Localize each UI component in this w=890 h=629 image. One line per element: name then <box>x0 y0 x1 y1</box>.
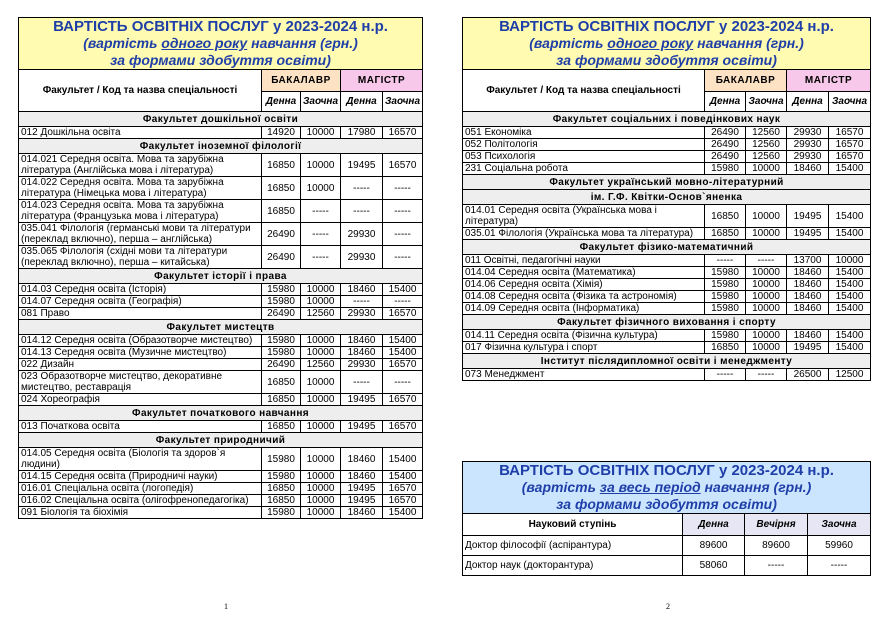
right-form-extra: Заочна <box>746 92 787 112</box>
specialty-cell: 014.04 Середня освіта (Математика) <box>463 267 705 279</box>
faculty-header: Факультет фізико-математичний <box>463 240 871 255</box>
fee-cell: 10000 <box>829 255 871 267</box>
fee-cell: 13700 <box>787 255 829 267</box>
faculty-header: Факультет природничий <box>19 433 423 448</box>
table-row <box>463 228 871 240</box>
table-row <box>463 536 871 556</box>
fee-cell: ----- <box>705 255 746 267</box>
fee-cell: 16570 <box>383 394 423 406</box>
specialty-cell: 014.11 Середня освіта (Фізична культура) <box>463 330 705 342</box>
fee-cell: 89600 <box>683 536 745 556</box>
fee-cell: 15400 <box>829 291 871 303</box>
fee-cell: 16570 <box>383 495 423 507</box>
fee-cell: 10000 <box>746 303 787 315</box>
fee-cell: 10000 <box>301 371 341 394</box>
phd-form-evening: Вечірня <box>745 514 808 536</box>
fee-cell: ----- <box>746 369 787 381</box>
fee-cell: 10000 <box>301 127 341 139</box>
fee-cell: 15400 <box>383 507 423 519</box>
faculty-header: Факультет український мовно-літературний <box>463 175 871 190</box>
phd-title-line2: (вартість за весь період навчання (грн.) <box>521 479 812 495</box>
left-form-day: Денна <box>341 92 383 112</box>
specialty-cell: 014.07 Середня освіта (Географія) <box>19 296 262 308</box>
fee-cell: 16850 <box>262 371 301 394</box>
left-title <box>19 18 423 70</box>
fee-cell: 15400 <box>829 303 871 315</box>
specialty-cell: 014.12 Середня освіта (Образотворче мистецтво) <box>19 335 262 347</box>
fee-cell: 29930 <box>341 223 383 246</box>
fee-cell: 16570 <box>383 421 423 433</box>
fee-cell: 18460 <box>787 267 829 279</box>
fee-cell: 15400 <box>829 163 871 175</box>
fee-cell: 15980 <box>262 448 301 471</box>
faculty-header: Факультет дошкільної освіти <box>19 112 423 127</box>
fee-cell: 29930 <box>787 127 829 139</box>
table-row <box>463 303 871 315</box>
specialty-cell: 016.02 Спеціальна освіта (олігофренопедагогіка) <box>19 495 262 507</box>
specialty-cell: 091 Біологія та біохімія <box>19 507 262 519</box>
left-form-extra: Заочна <box>383 92 423 112</box>
right-form-day: Денна <box>787 92 829 112</box>
fee-cell: 15400 <box>383 284 423 296</box>
fee-cell: ----- <box>301 200 341 223</box>
table-row <box>19 127 423 139</box>
fee-cell: 18460 <box>787 279 829 291</box>
fee-cell: 15400 <box>829 267 871 279</box>
fee-cell: 26500 <box>787 369 829 381</box>
fee-cell: 10000 <box>746 228 787 240</box>
fee-cell: 15980 <box>262 335 301 347</box>
fee-cell: 16570 <box>383 483 423 495</box>
fee-cell: 16850 <box>705 228 746 240</box>
specialty-cell: 013 Початкова освіта <box>19 421 262 433</box>
fee-cell: 16850 <box>705 342 746 354</box>
right-col-header: Факультет / Код та назва спеціальності <box>463 70 705 112</box>
fee-cell: 26490 <box>705 151 746 163</box>
fee-cell: ----- <box>746 255 787 267</box>
fee-cell: 10000 <box>746 163 787 175</box>
table-row <box>463 205 871 228</box>
fee-cell: 15980 <box>705 267 746 279</box>
fee-cell: 12560 <box>746 127 787 139</box>
table-row <box>463 369 871 381</box>
fee-cell: ----- <box>745 556 808 576</box>
fee-cell: 15400 <box>829 228 871 240</box>
table-row <box>463 255 871 267</box>
fee-cell: 10000 <box>301 448 341 471</box>
left-col-header: Факультет / Код та назва спеціальності <box>19 70 262 112</box>
table-row <box>19 421 423 433</box>
fee-cell: 18460 <box>341 284 383 296</box>
table-row <box>19 177 423 200</box>
fee-cell: 15980 <box>705 330 746 342</box>
right-page-number: 2 <box>666 602 670 611</box>
fee-cell: 15400 <box>829 279 871 291</box>
fee-cell: ----- <box>383 200 423 223</box>
fee-cell: ----- <box>383 177 423 200</box>
fee-cell: 19495 <box>341 495 383 507</box>
faculty-header: Факультет іноземної філології <box>19 139 423 154</box>
fee-cell: 12560 <box>746 139 787 151</box>
fee-cell: ----- <box>383 246 423 269</box>
table-row <box>463 556 871 576</box>
fee-cell: 10000 <box>301 296 341 308</box>
fee-cell: 16570 <box>829 139 871 151</box>
faculty-header-line2: ім. Г.Ф. Квітки-Основ`яненка <box>463 190 871 205</box>
specialty-cell: 016.01 Спеціальна освіта (логопедія) <box>19 483 262 495</box>
fee-cell: 10000 <box>746 267 787 279</box>
fee-cell: 16850 <box>705 205 746 228</box>
specialty-cell: 014.03 Середня освіта (Історія) <box>19 284 262 296</box>
fee-cell: 29930 <box>787 139 829 151</box>
table-row <box>19 471 423 483</box>
right-title <box>463 18 871 70</box>
fee-cell: 16570 <box>829 127 871 139</box>
fee-cell: 16850 <box>262 154 301 177</box>
specialty-cell: 052 Політологія <box>463 139 705 151</box>
fee-cell: 12560 <box>301 359 341 371</box>
fee-cell: 12500 <box>829 369 871 381</box>
fee-cell: 17980 <box>341 127 383 139</box>
specialty-cell: 023 Образотворче мистецтво, декоративне мистецтво, реставрація <box>19 371 262 394</box>
specialty-cell: 017 Фізична культура і спорт <box>463 342 705 354</box>
table-row <box>19 284 423 296</box>
fee-cell: 18460 <box>341 507 383 519</box>
left-page <box>18 17 423 611</box>
fee-cell: 10000 <box>301 421 341 433</box>
fee-cell: 16850 <box>262 394 301 406</box>
specialty-cell: 051 Економіка <box>463 127 705 139</box>
table-row <box>19 200 423 223</box>
fee-cell: ----- <box>383 223 423 246</box>
table-row <box>19 507 423 519</box>
specialty-cell: 014.06 Середня освіта (Хімія) <box>463 279 705 291</box>
fee-cell: 15980 <box>262 347 301 359</box>
table-row <box>19 371 423 394</box>
phd-title-line1: ВАРТІСТЬ ОСВІТНІХ ПОСЛУГ у 2023-2024 н.р. <box>499 462 834 479</box>
fee-cell: 10000 <box>301 483 341 495</box>
fee-cell: 89600 <box>745 536 808 556</box>
table-row <box>19 347 423 359</box>
fee-cell: 29930 <box>341 308 383 320</box>
table-row <box>463 163 871 175</box>
fee-cell: 19495 <box>341 154 383 177</box>
specialty-cell: 081 Право <box>19 308 262 320</box>
fee-cell: 15400 <box>829 342 871 354</box>
table-row <box>463 151 871 163</box>
right-form-extra: Заочна <box>829 92 871 112</box>
degree-cell: Доктор наук (докторантура) <box>463 556 683 576</box>
fee-cell: 19495 <box>787 342 829 354</box>
fee-cell: ----- <box>301 223 341 246</box>
left-form-day: Денна <box>262 92 301 112</box>
fee-cell: 18460 <box>787 163 829 175</box>
fee-cell: 15980 <box>262 296 301 308</box>
fee-cell: 16850 <box>262 200 301 223</box>
fee-cell: 16850 <box>262 495 301 507</box>
fee-cell: 12560 <box>301 308 341 320</box>
fee-cell: 16570 <box>383 359 423 371</box>
phd-title <box>463 462 871 514</box>
specialty-cell: 014.023 Середня освіта. Мова та зарубіжна література (Французька мова і література) <box>19 200 262 223</box>
phd-degree-header: Науковий ступінь <box>463 514 683 536</box>
left-bachelor-header: БАКАЛАВР <box>262 70 341 92</box>
fee-cell: 18460 <box>341 335 383 347</box>
fee-cell: ----- <box>341 371 383 394</box>
fee-cell: 12560 <box>746 151 787 163</box>
fee-cell: 10000 <box>301 284 341 296</box>
fee-cell: 10000 <box>301 495 341 507</box>
left-fee-table <box>18 17 423 519</box>
left-title-line3: за формами здобуття освіти) <box>110 52 331 68</box>
fee-cell: 15980 <box>705 291 746 303</box>
fee-cell: 15400 <box>383 471 423 483</box>
left-form-extra: Заочна <box>301 92 341 112</box>
specialty-cell: 035.01 Філологія (Українська мова та література) <box>463 228 705 240</box>
fee-cell: 15980 <box>262 284 301 296</box>
fee-cell: 18460 <box>787 303 829 315</box>
fee-cell: 19495 <box>341 483 383 495</box>
left-title-line1: ВАРТІСТЬ ОСВІТНІХ ПОСЛУГ у 2023-2024 н.р. <box>53 18 388 35</box>
left-page-number: 1 <box>224 602 228 611</box>
fee-cell: 15400 <box>383 335 423 347</box>
fee-cell: 10000 <box>301 471 341 483</box>
fee-cell: ----- <box>341 177 383 200</box>
fee-cell: 26490 <box>262 308 301 320</box>
fee-cell: ----- <box>341 200 383 223</box>
fee-cell: 16570 <box>383 154 423 177</box>
fee-cell: ----- <box>383 296 423 308</box>
phd-title-line3: за формами здобуття освіти) <box>556 496 777 512</box>
specialty-cell: 014.022 Середня освіта. Мова та зарубіжна література (Німецька мова і література) <box>19 177 262 200</box>
fee-cell: ----- <box>341 296 383 308</box>
fee-cell: 59960 <box>808 536 871 556</box>
fee-cell: 10000 <box>301 335 341 347</box>
specialty-cell: 014.01 Середня освіта (Українська мова і література) <box>463 205 705 228</box>
faculty-header: Інститут післядипломної освіти і менеджменту <box>463 354 871 369</box>
fee-cell: 10000 <box>301 347 341 359</box>
fee-cell: 14920 <box>262 127 301 139</box>
fee-cell: 16570 <box>383 308 423 320</box>
fee-cell: 16570 <box>829 151 871 163</box>
specialty-cell: 014.05 Середня освіта (Біологія та здоров`я людини) <box>19 448 262 471</box>
specialty-cell: 053 Психологія <box>463 151 705 163</box>
fee-cell: 18460 <box>341 471 383 483</box>
fee-cell: 19495 <box>787 228 829 240</box>
fee-cell: 15980 <box>705 279 746 291</box>
degree-cell: Доктор філософії (аспірантура) <box>463 536 683 556</box>
specialty-cell: 014.021 Середня освіта. Мова та зарубіжна література (Англійська мова і література) <box>19 154 262 177</box>
right-title-line1: ВАРТІСТЬ ОСВІТНІХ ПОСЛУГ у 2023-2024 н.р. <box>499 18 834 35</box>
phd-fee-table <box>462 461 871 576</box>
faculty-header: Факультет мистецтв <box>19 320 423 335</box>
table-row <box>19 296 423 308</box>
table-row <box>463 267 871 279</box>
phd-form-extra: Заочна <box>808 514 871 536</box>
table-row <box>463 330 871 342</box>
table-row <box>19 154 423 177</box>
right-title-line2: (вартість одного року навчання (грн.) <box>529 35 804 51</box>
table-row <box>19 483 423 495</box>
fee-cell: 10000 <box>301 154 341 177</box>
fee-cell: 18460 <box>341 448 383 471</box>
right-bachelor-header: БАКАЛАВР <box>705 70 787 92</box>
specialty-cell: 231 Соціальна робота <box>463 163 705 175</box>
specialty-cell: 012 Дошкільна освіта <box>19 127 262 139</box>
fee-cell: 18460 <box>341 347 383 359</box>
fee-cell: ----- <box>705 369 746 381</box>
faculty-header: Факультет соціальних і поведінкових наук <box>463 112 871 127</box>
fee-cell: 16570 <box>383 127 423 139</box>
specialty-cell: 014.13 Середня освіта (Музичне мистецтво) <box>19 347 262 359</box>
fee-cell: 15400 <box>829 205 871 228</box>
table-row <box>19 448 423 471</box>
fee-cell: 15980 <box>705 163 746 175</box>
table-row <box>19 335 423 347</box>
specialty-cell: 011 Освітні, педагогічні науки <box>463 255 705 267</box>
specialty-cell: 073 Менеджмент <box>463 369 705 381</box>
fee-cell: 26490 <box>262 359 301 371</box>
table-row <box>19 246 423 269</box>
specialty-cell: 014.15 Середня освіта (Природничі науки) <box>19 471 262 483</box>
table-row <box>463 291 871 303</box>
fee-cell: ----- <box>383 371 423 394</box>
fee-cell: ----- <box>808 556 871 576</box>
fee-cell: 16850 <box>262 421 301 433</box>
fee-cell: 10000 <box>746 279 787 291</box>
fee-cell: 19495 <box>341 421 383 433</box>
table-row <box>463 139 871 151</box>
right-title-line3: за формами здобуття освіти) <box>556 52 777 68</box>
fee-cell: 15980 <box>705 303 746 315</box>
fee-cell: 15980 <box>262 507 301 519</box>
fee-cell: 29930 <box>787 151 829 163</box>
fee-cell: 16850 <box>262 483 301 495</box>
fee-cell: 10000 <box>301 394 341 406</box>
table-row <box>463 279 871 291</box>
specialty-cell: 035.041 Філологія (германські мови та літератури (переклад включно), перша – англійська) <box>19 223 262 246</box>
fee-cell: 15400 <box>383 448 423 471</box>
fee-cell: 15980 <box>262 471 301 483</box>
fee-cell: 29930 <box>341 359 383 371</box>
faculty-header: Факультет фізичного виховання і спорту <box>463 315 871 330</box>
specialty-cell: 024 Хореографія <box>19 394 262 406</box>
fee-cell: 10000 <box>301 507 341 519</box>
fee-cell: 10000 <box>746 342 787 354</box>
specialty-cell: 014.09 Середня освіта (Інформатика) <box>463 303 705 315</box>
table-row <box>19 495 423 507</box>
table-row <box>19 359 423 371</box>
faculty-header: Факультет початкового навчання <box>19 406 423 421</box>
fee-cell: 26490 <box>262 246 301 269</box>
specialty-cell: 022 Дизайн <box>19 359 262 371</box>
fee-cell: 10000 <box>746 330 787 342</box>
right-page <box>462 17 871 611</box>
right-master-header: МАГІСТР <box>787 70 871 92</box>
fee-cell: 26490 <box>705 139 746 151</box>
fee-cell: 19495 <box>787 205 829 228</box>
fee-cell: 18460 <box>787 330 829 342</box>
fee-cell: 19495 <box>341 394 383 406</box>
left-title-line2: (вартість одного року навчання (грн.) <box>83 35 358 51</box>
right-fee-table <box>462 17 871 381</box>
right-form-day: Денна <box>705 92 746 112</box>
table-row <box>19 223 423 246</box>
fee-cell: 10000 <box>301 177 341 200</box>
fee-cell: 58060 <box>683 556 745 576</box>
fee-cell: 29930 <box>341 246 383 269</box>
fee-cell: 16850 <box>262 177 301 200</box>
table-row <box>19 308 423 320</box>
phd-form-day: Денна <box>683 514 745 536</box>
table-row <box>463 342 871 354</box>
fee-cell: 10000 <box>746 291 787 303</box>
fee-cell: ----- <box>301 246 341 269</box>
table-row <box>19 394 423 406</box>
table-row <box>463 127 871 139</box>
fee-cell: 15400 <box>829 330 871 342</box>
fee-cell: 15400 <box>383 347 423 359</box>
fee-cell: 18460 <box>787 291 829 303</box>
left-master-header: МАГІСТР <box>341 70 423 92</box>
specialty-cell: 014.08 Середня освіта (Фізика та астрономія) <box>463 291 705 303</box>
fee-cell: 26490 <box>705 127 746 139</box>
faculty-header: Факультет історії і права <box>19 269 423 284</box>
fee-cell: 26490 <box>262 223 301 246</box>
specialty-cell: 035.065 Філологія (східні мови та літератури (переклад включно), перша – китайська) <box>19 246 262 269</box>
fee-cell: 10000 <box>746 205 787 228</box>
